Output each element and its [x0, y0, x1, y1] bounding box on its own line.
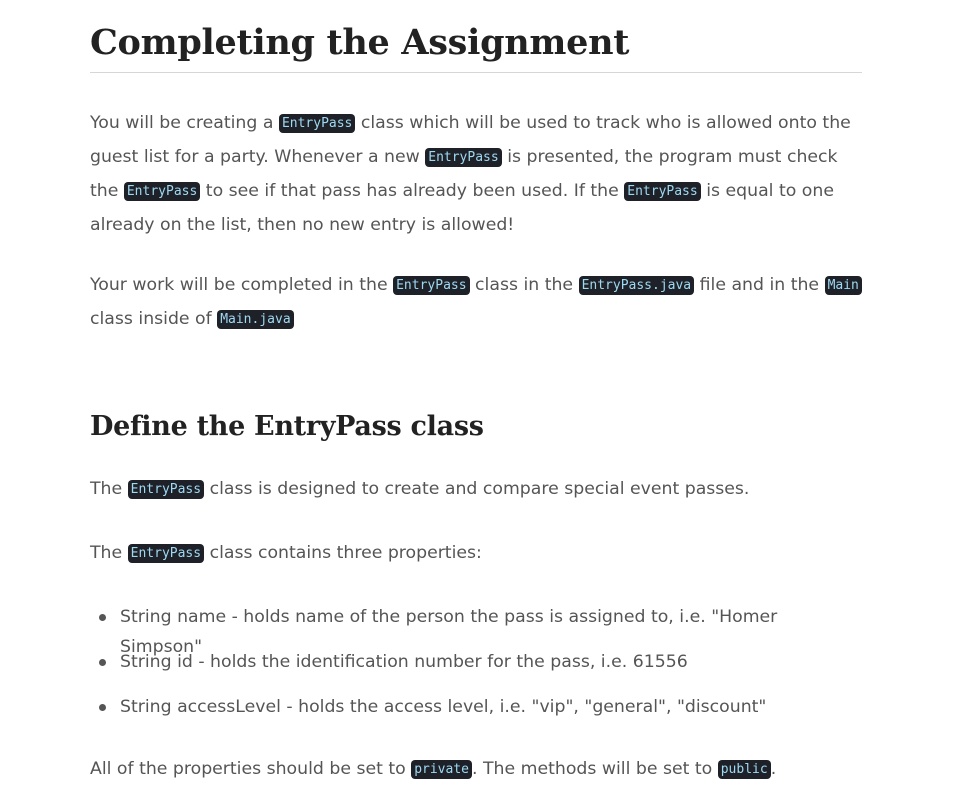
designed-paragraph	[90, 473, 862, 507]
list-item	[120, 692, 862, 737]
intro-text-5: is equal to one already on the list, then no new entry is allowed!	[90, 181, 834, 235]
inline-code-entrypass: EntryPass	[124, 182, 200, 201]
inline-code-entrypass: EntryPass	[128, 544, 204, 563]
contains-text-1: The	[90, 543, 128, 563]
bullet-icon	[99, 659, 106, 666]
designed-text-2: class is designed to create and compare special event passes.	[204, 479, 750, 499]
list-item	[120, 602, 862, 657]
intro-text-4: to see if that pass has already been used. If the	[200, 181, 625, 201]
designed-text-1: The	[90, 479, 128, 499]
list-item	[120, 647, 862, 692]
contains-text-2: class contains three properties:	[204, 543, 482, 563]
work-text-2: class in the	[469, 275, 579, 295]
document-content	[90, 0, 862, 787]
inline-code-entrypass: EntryPass	[128, 480, 204, 499]
intro-text-3: is presented, the program must check the	[90, 147, 838, 201]
inline-code-public: public	[718, 760, 771, 779]
inline-code-main-java: Main.java	[217, 310, 293, 329]
inline-code-entrypass: EntryPass	[279, 114, 355, 133]
work-paragraph	[90, 269, 862, 337]
inline-code-private: private	[411, 760, 472, 779]
intro-paragraph	[90, 107, 862, 242]
bullet-icon	[99, 704, 106, 711]
inline-code-entrypass: EntryPass	[624, 182, 700, 201]
contains-paragraph	[90, 537, 862, 571]
inline-code-entrypass-java: EntryPass.java	[579, 276, 695, 295]
work-text-4: class inside of	[90, 309, 218, 329]
access-text-3: .	[770, 759, 777, 779]
intro-text-1: You will be creating a	[90, 113, 279, 133]
access-paragraph	[90, 753, 862, 787]
page-title: Completing the Assignment	[90, 22, 862, 73]
list-item-text: String accessLevel - holds the access level, i.e. "vip", "general", "discount"	[120, 697, 767, 717]
inline-code-entrypass: EntryPass	[425, 148, 501, 167]
properties-list	[90, 602, 862, 737]
access-text-1: All of the properties should be set to	[90, 759, 412, 779]
inline-code-main: Main	[825, 276, 862, 295]
bullet-icon	[99, 614, 106, 621]
work-text-3: file and in the	[694, 275, 825, 295]
section-heading: Define the EntryPass class	[90, 411, 484, 442]
intro-text-2: class which will be used to track who is allowed onto the guest list for a party. Whenever a new	[90, 113, 851, 167]
access-text-2: . The methods will be set to	[472, 759, 718, 779]
list-item-text: String name - holds name of the person the pass is assigned to, i.e. "Homer Simpson"	[120, 607, 778, 657]
work-text-1: Your work will be completed in the	[90, 275, 394, 295]
inline-code-entrypass: EntryPass	[393, 276, 469, 295]
list-item-text: String id - holds the identification number for the pass, i.e. 61556	[120, 652, 688, 672]
